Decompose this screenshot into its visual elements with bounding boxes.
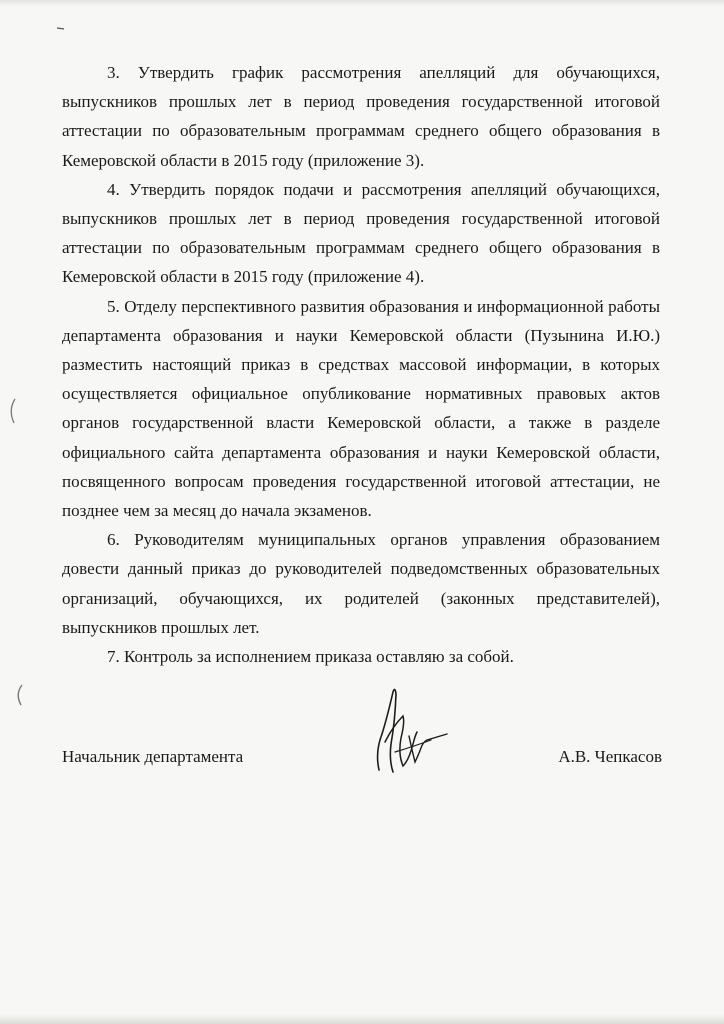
paragraph-6: 6. Руководителям муниципальных органов управления образованием довести данный приказ до руководителей подведомственных образовательных организаций, обучающихся, их родителей (законных представителей), выпускников прошлых лет. [62,530,660,637]
signature-block [62,744,662,770]
scan-top-edge [0,0,724,6]
paragraph-4: 4. Утвердить порядок подачи и рассмотрения апелляций обучающихся, выпускников прошлых лет в период проведения государственной итоговой аттестации по образовательным программам среднего общего образования в Кемеровской области в 2015 году (приложение 4). [62,179,660,287]
scan-speck [12,682,26,708]
document-body [62,58,660,671]
scan-speck [4,396,18,426]
scan-speck [56,24,66,32]
position-title: Начальник департамента [62,747,244,766]
scan-bottom-edge [0,1014,724,1024]
paragraph-3: 3. Утвердить график рассмотрения апелляций для обучающихся, выпускников прошлых лет в период проведения государственной итоговой аттестации по образовательным программам среднего общего образования в Кемеровской области в 2015 году (приложение 3). [62,63,660,170]
paragraph-7: 7. Контроль за исполнением приказа оставляю за собой. [107,647,514,667]
paragraph-5: 5. Отделу перспективного развития образования и информационной работы департамента образования и науки Кемеровской области (Пузынина И.Ю.) разместить настоящий приказ в средствах массовой информации, в которых осуществляется официальное опубликование нормативных правовых актов органов государственной власти Кемеровской области, а также в разделе официального сайта департамента образования и науки Кемеровской области, посвященного вопросам проведения государственной итоговой аттестации, не позднее чем за месяц до начала экзаменов. [62,296,660,521]
signer-name: А.В. Чепкасов [558,747,662,766]
